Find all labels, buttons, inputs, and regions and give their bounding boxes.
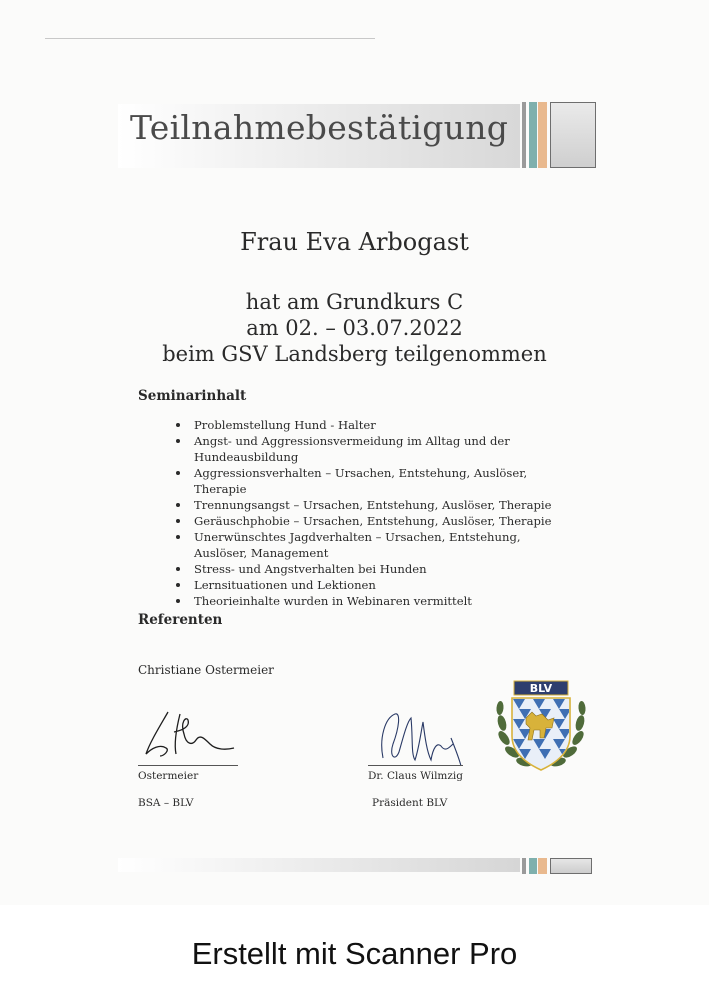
seminar-heading: Seminarinhalt: [138, 388, 247, 404]
banner-stripe-gray: [522, 102, 526, 168]
signature-line-right: [368, 765, 463, 766]
footer-stripe-teal: [529, 858, 537, 874]
document-title: Teilnahmebestätigung: [130, 108, 509, 147]
svg-text:BLV: BLV: [529, 682, 553, 695]
referents-heading: Referenten: [138, 612, 223, 628]
signer-left-role: BSA – BLV: [138, 797, 194, 809]
seminar-item: Trennungsangst – Ursachen, Entstehung, Auslöser, Therapie: [176, 497, 576, 513]
signature-right-image: [365, 708, 465, 770]
signature-left-image: [140, 704, 240, 762]
referent-name: Christiane Ostermeier: [138, 663, 274, 677]
footer-stripe-box: [550, 858, 592, 874]
signer-right-role: Präsident BLV: [372, 797, 448, 809]
signer-left-name: Ostermeier: [138, 770, 199, 782]
seminar-item: Problemstellung Hund - Halter: [176, 417, 576, 433]
scanner-app-caption: Erstellt mit Scanner Pro: [191, 936, 518, 971]
seminar-item: Unerwünschtes Jagdverhalten – Ursachen, Entstehung, Auslöser, Management: [176, 529, 576, 561]
seminar-item: Geräuschphobie – Ursachen, Entstehung, Auslöser, Therapie: [176, 513, 576, 529]
recipient-name: Frau Eva Arbogast: [240, 228, 469, 256]
banner-stripe-orange: [538, 102, 547, 168]
banner-stripe-box: [550, 102, 596, 168]
scan-edge-line: [45, 38, 375, 39]
date-line: am 02. – 03.07.2022: [246, 316, 463, 340]
seminar-item: Aggressionsverhalten – Ursachen, Entstehung, Auslöser, Therapie: [176, 465, 576, 497]
signature-line-left: [138, 765, 238, 766]
footer-stripe-gray: [522, 858, 526, 874]
club-line: beim GSV Landsberg teilgenommen: [162, 342, 547, 366]
signer-right-name: Dr. Claus Wilmzig: [368, 770, 463, 782]
footer-bar: [118, 858, 520, 872]
seminar-item: Theorieinhalte wurden in Webinaren vermittelt: [176, 593, 576, 609]
seminar-item: Angst- und Aggressionsvermeidung im Alltag und der Hundeausbildung: [176, 433, 576, 465]
seminar-item: Stress- und Angstverhalten bei Hunden: [176, 561, 576, 577]
banner-stripe-teal: [529, 102, 537, 168]
seminar-item: Lernsituationen und Lektionen: [176, 577, 576, 593]
footer-stripe-orange: [538, 858, 547, 874]
blv-seal-emblem: [492, 678, 590, 778]
seminar-list: [176, 417, 576, 609]
course-line: hat am Grundkurs C: [245, 290, 464, 314]
